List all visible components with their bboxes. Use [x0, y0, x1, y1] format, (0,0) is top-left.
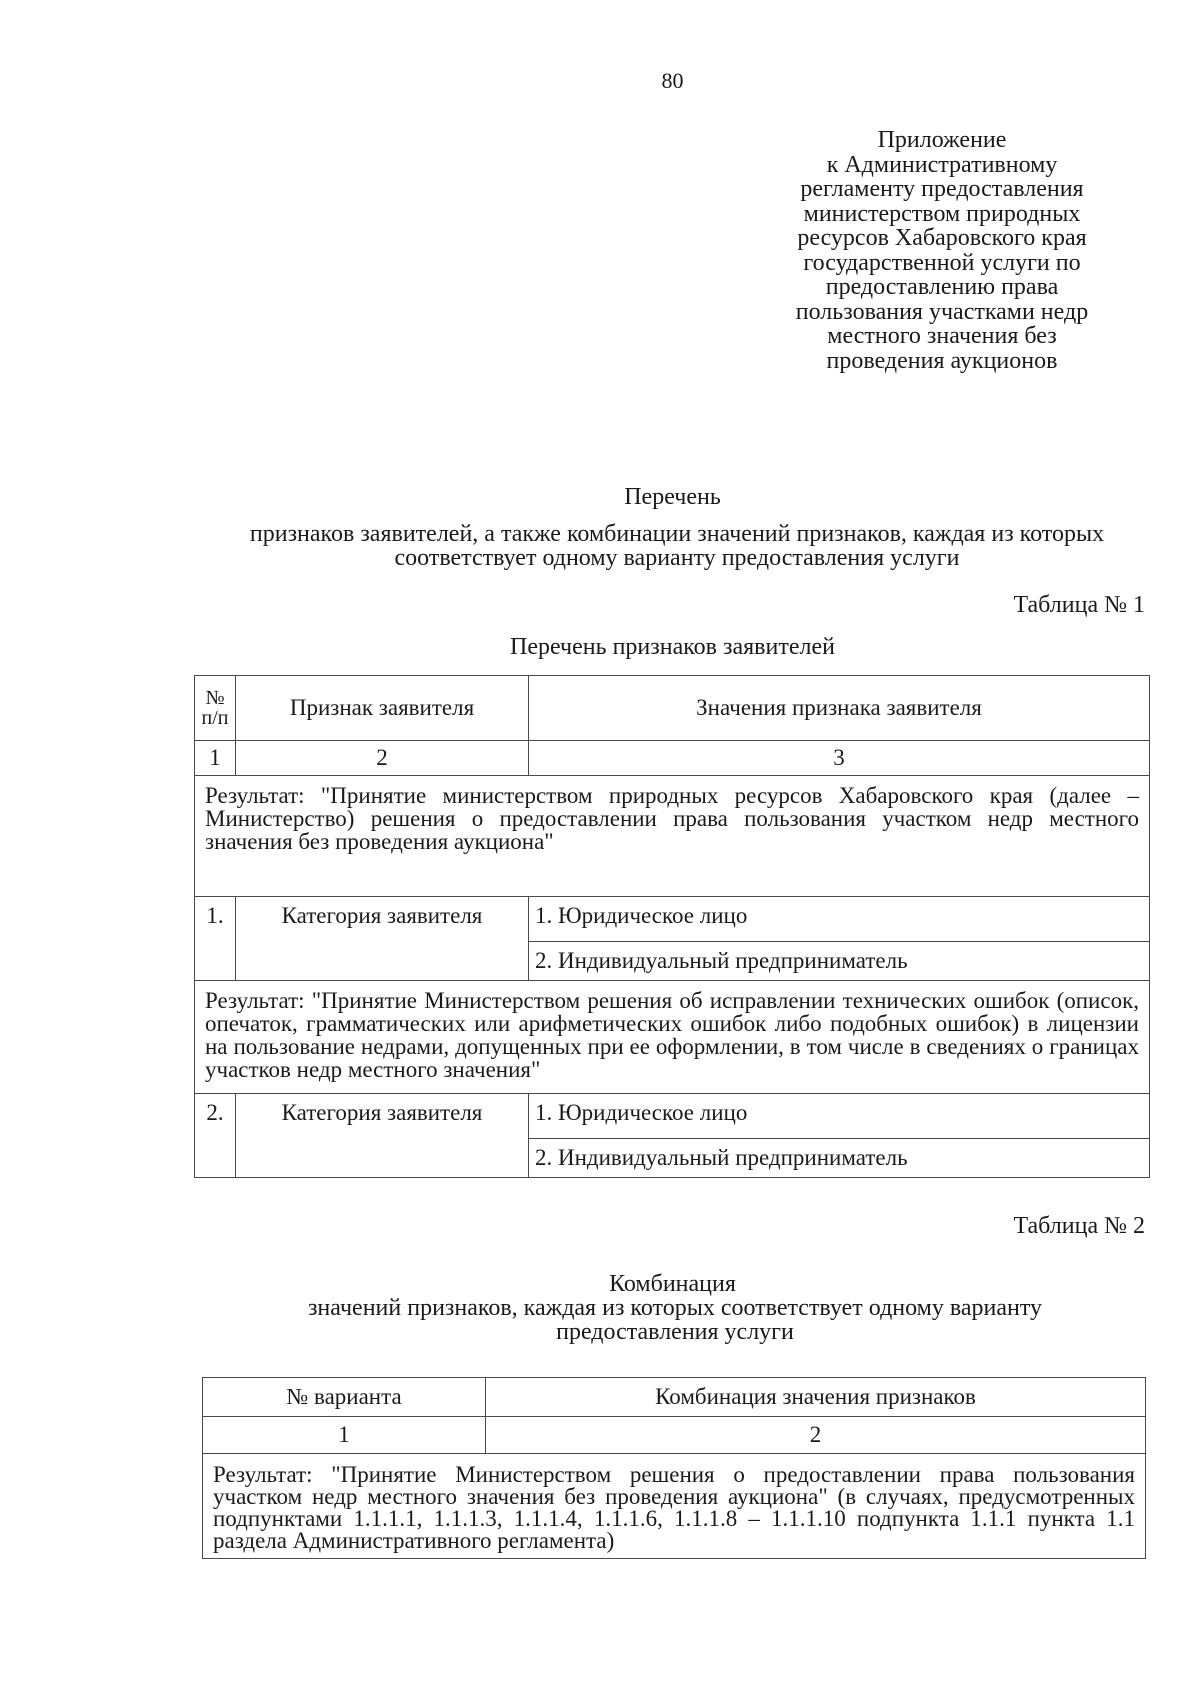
row-value: 1. Юридическое лицо — [529, 897, 1150, 942]
row-value: 2. Индивидуальный предприниматель — [529, 942, 1150, 981]
table-row — [195, 981, 1150, 1094]
appendix-line: предоставлению права — [825, 274, 1059, 300]
result-cell: Результат: "Принятие министерством природных ресурсов Хабаровского края (далее – Министерство) решения о предоставлении права пользования участком недр местного значения без проведения аукциона" — [195, 776, 1150, 897]
appendix-line: ресурсов Хабаровского края — [797, 225, 1087, 251]
row-number: 2. — [195, 1094, 236, 1178]
table-row — [195, 1094, 1150, 1139]
table2-subtitle: значений признаков, каждая из которых соответствует одному варианту предоставления услуги — [307, 1295, 1043, 1345]
header-combination: Комбинация значения признаков — [486, 1378, 1146, 1417]
table2-label: Таблица № 2 — [1013, 1213, 1145, 1239]
appendix-line: местного значения без — [827, 323, 1057, 349]
appendix-block — [752, 128, 1132, 373]
index-cell: 3 — [529, 741, 1150, 776]
index-cell: 2 — [236, 741, 529, 776]
header-number: № п/п — [195, 676, 236, 741]
header-variant: № варианта — [203, 1378, 486, 1417]
table-row — [195, 897, 1150, 942]
table1-label: Таблица № 1 — [1013, 592, 1145, 618]
appendix-line: пользования участками недр — [795, 298, 1089, 325]
row-sign: Категория заявителя — [236, 1094, 529, 1178]
index-cell: 2 — [486, 1417, 1146, 1454]
table-index-row — [195, 741, 1150, 776]
table-header-row — [195, 676, 1150, 741]
appendix-line: Приложение — [877, 127, 1007, 153]
index-cell: 1 — [203, 1417, 486, 1454]
combinations-table — [202, 1377, 1146, 1559]
list-subtitle: признаков заявителей, а также комбинации значений признаков, каждая из которых соответствует одному варианту предоставления услуги — [249, 521, 1105, 571]
table2-title: Комбинация — [609, 1271, 736, 1297]
row-value: 2. Индивидуальный предприниматель — [529, 1139, 1150, 1178]
result-cell: Результат: "Принятие Министерством решения о предоставлении права пользования участком недр местного значения без проведения аукциона" (в случаях, предусмотренных подпунктами 1.1.1.1, 1.1.1.3, 1.1.1.4, 1.1.1.6, 1.1.1.8 – 1.1.1.10 подпункта 1.1.1 пункта 1.1 раздела Административного регламента) — [203, 1454, 1146, 1559]
appendix-line: регламенту предоставления — [800, 176, 1084, 202]
page-number: 80 — [661, 68, 684, 93]
table-row — [203, 1454, 1146, 1559]
table1-caption: Перечень признаков заявителей — [510, 634, 835, 660]
table-header-row — [203, 1378, 1146, 1417]
row-number: 1. — [195, 897, 236, 981]
header-values: Значения признака заявителя — [529, 676, 1150, 741]
table-row — [195, 776, 1150, 897]
list-title: Перечень — [624, 484, 721, 510]
appendix-line: к Административному — [826, 151, 1058, 178]
appendix-line: министерством природных — [803, 200, 1081, 227]
appendix-line: государственной услуги по — [803, 249, 1081, 276]
row-value: 1. Юридическое лицо — [529, 1094, 1150, 1139]
result-cell: Результат: "Принятие Министерством решения об исправлении технических ошибок (описок, опечаток, грамматических или арифметических ошибок либо подобных ошибок) в лицензии на пользование недрами, допущенных при ее оформлении, в том числе в сведениях о границах участков недр местного значения" — [195, 981, 1150, 1094]
applicant-signs-table — [194, 675, 1150, 1178]
appendix-line: проведения аукционов — [826, 347, 1058, 374]
row-sign: Категория заявителя — [236, 897, 529, 981]
index-cell: 1 — [195, 741, 236, 776]
table-index-row — [203, 1417, 1146, 1454]
header-sign: Признак заявителя — [236, 676, 529, 741]
